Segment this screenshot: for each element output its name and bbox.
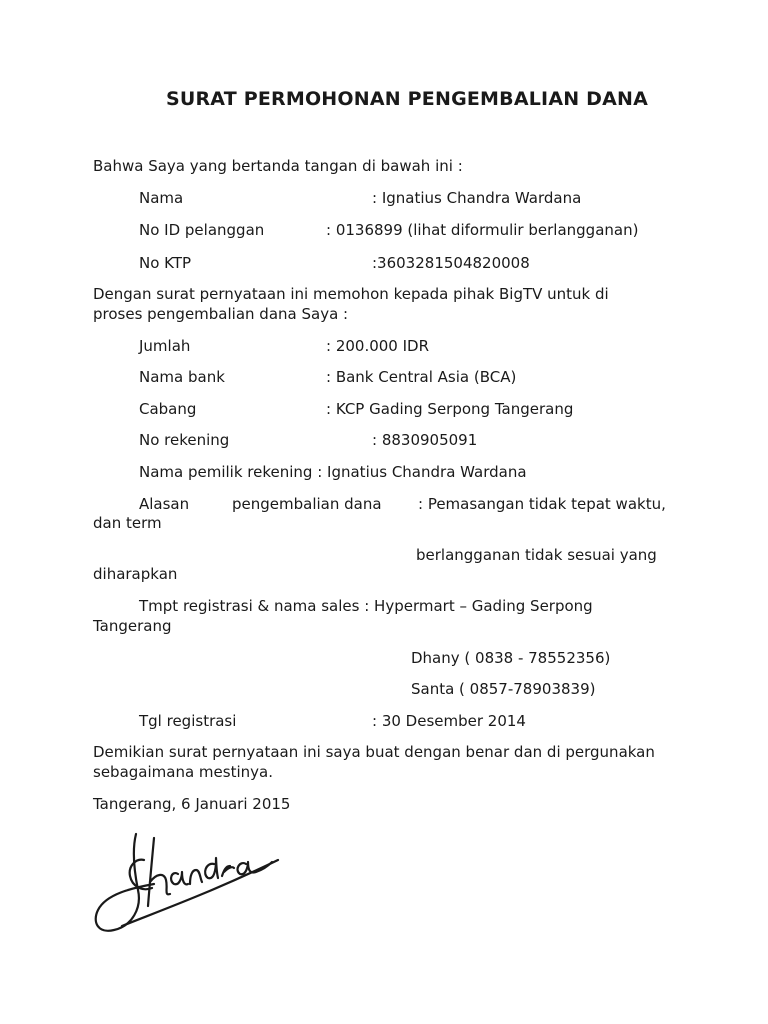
sales-contact-1: Dhany ( 0838 - 78552356): [411, 649, 611, 667]
id-pelanggan-value: : 0136899 (lihat diformulir berlangganan): [326, 221, 639, 239]
pemilik-rekening-line: Nama pemilik rekening : Ignatius Chandra Wardana: [139, 463, 527, 481]
handwritten-signature: [92, 830, 282, 940]
closing-line-1: Demikian surat pernyataan ini saya buat dengan benar dan di pergunakan: [93, 743, 655, 761]
registrasi-line-2: Tangerang: [93, 617, 172, 635]
intro-text: Bahwa Saya yang bertanda tangan di bawah ini :: [93, 157, 463, 175]
nama-label: Nama: [139, 189, 184, 207]
request-line-2: proses pengembalian dana Saya :: [93, 305, 349, 323]
rekening-value: : 8830905091: [372, 431, 478, 449]
alasan-word-2: pengembalian dana: [232, 495, 382, 513]
jumlah-label: Jumlah: [139, 337, 191, 355]
closing-line-2: sebagaimana mestinya.: [93, 763, 273, 781]
jumlah-value: : 200.000 IDR: [326, 337, 430, 355]
letter-title: SURAT PERMOHONAN PENGEMBALIAN DANA: [165, 88, 649, 110]
rekening-label: No rekening: [139, 431, 230, 449]
alasan-line-4: diharapkan: [93, 565, 178, 583]
nama-value: : Ignatius Chandra Wardana: [372, 189, 582, 207]
request-line-1: Dengan surat pernyataan ini memohon kepada pihak BigTV untuk di: [93, 285, 609, 303]
ktp-value: :3603281504820008: [372, 254, 530, 272]
alasan-line-3: berlangganan tidak sesuai yang: [416, 546, 657, 564]
id-pelanggan-label: No ID pelanggan: [139, 221, 265, 239]
registrasi-line: Tmpt registrasi & nama sales : Hypermart – Gading Serpong: [139, 597, 593, 615]
cabang-label: Cabang: [139, 400, 197, 418]
alasan-word-1: Alasan: [139, 495, 190, 513]
ktp-label: No KTP: [139, 254, 192, 272]
bank-label: Nama bank: [139, 368, 225, 386]
alasan-line-2: dan term: [93, 514, 162, 532]
place-date: Tangerang, 6 Januari 2015: [93, 795, 291, 813]
bank-value: : Bank Central Asia (BCA): [326, 368, 517, 386]
cabang-value: : KCP Gading Serpong Tangerang: [326, 400, 574, 418]
tgl-registrasi-value: : 30 Desember 2014: [372, 712, 526, 730]
tgl-registrasi-label: Tgl registrasi: [139, 712, 237, 730]
sales-contact-2: Santa ( 0857-78903839): [411, 680, 596, 698]
alasan-value: : Pemasangan tidak tepat waktu,: [418, 495, 666, 513]
